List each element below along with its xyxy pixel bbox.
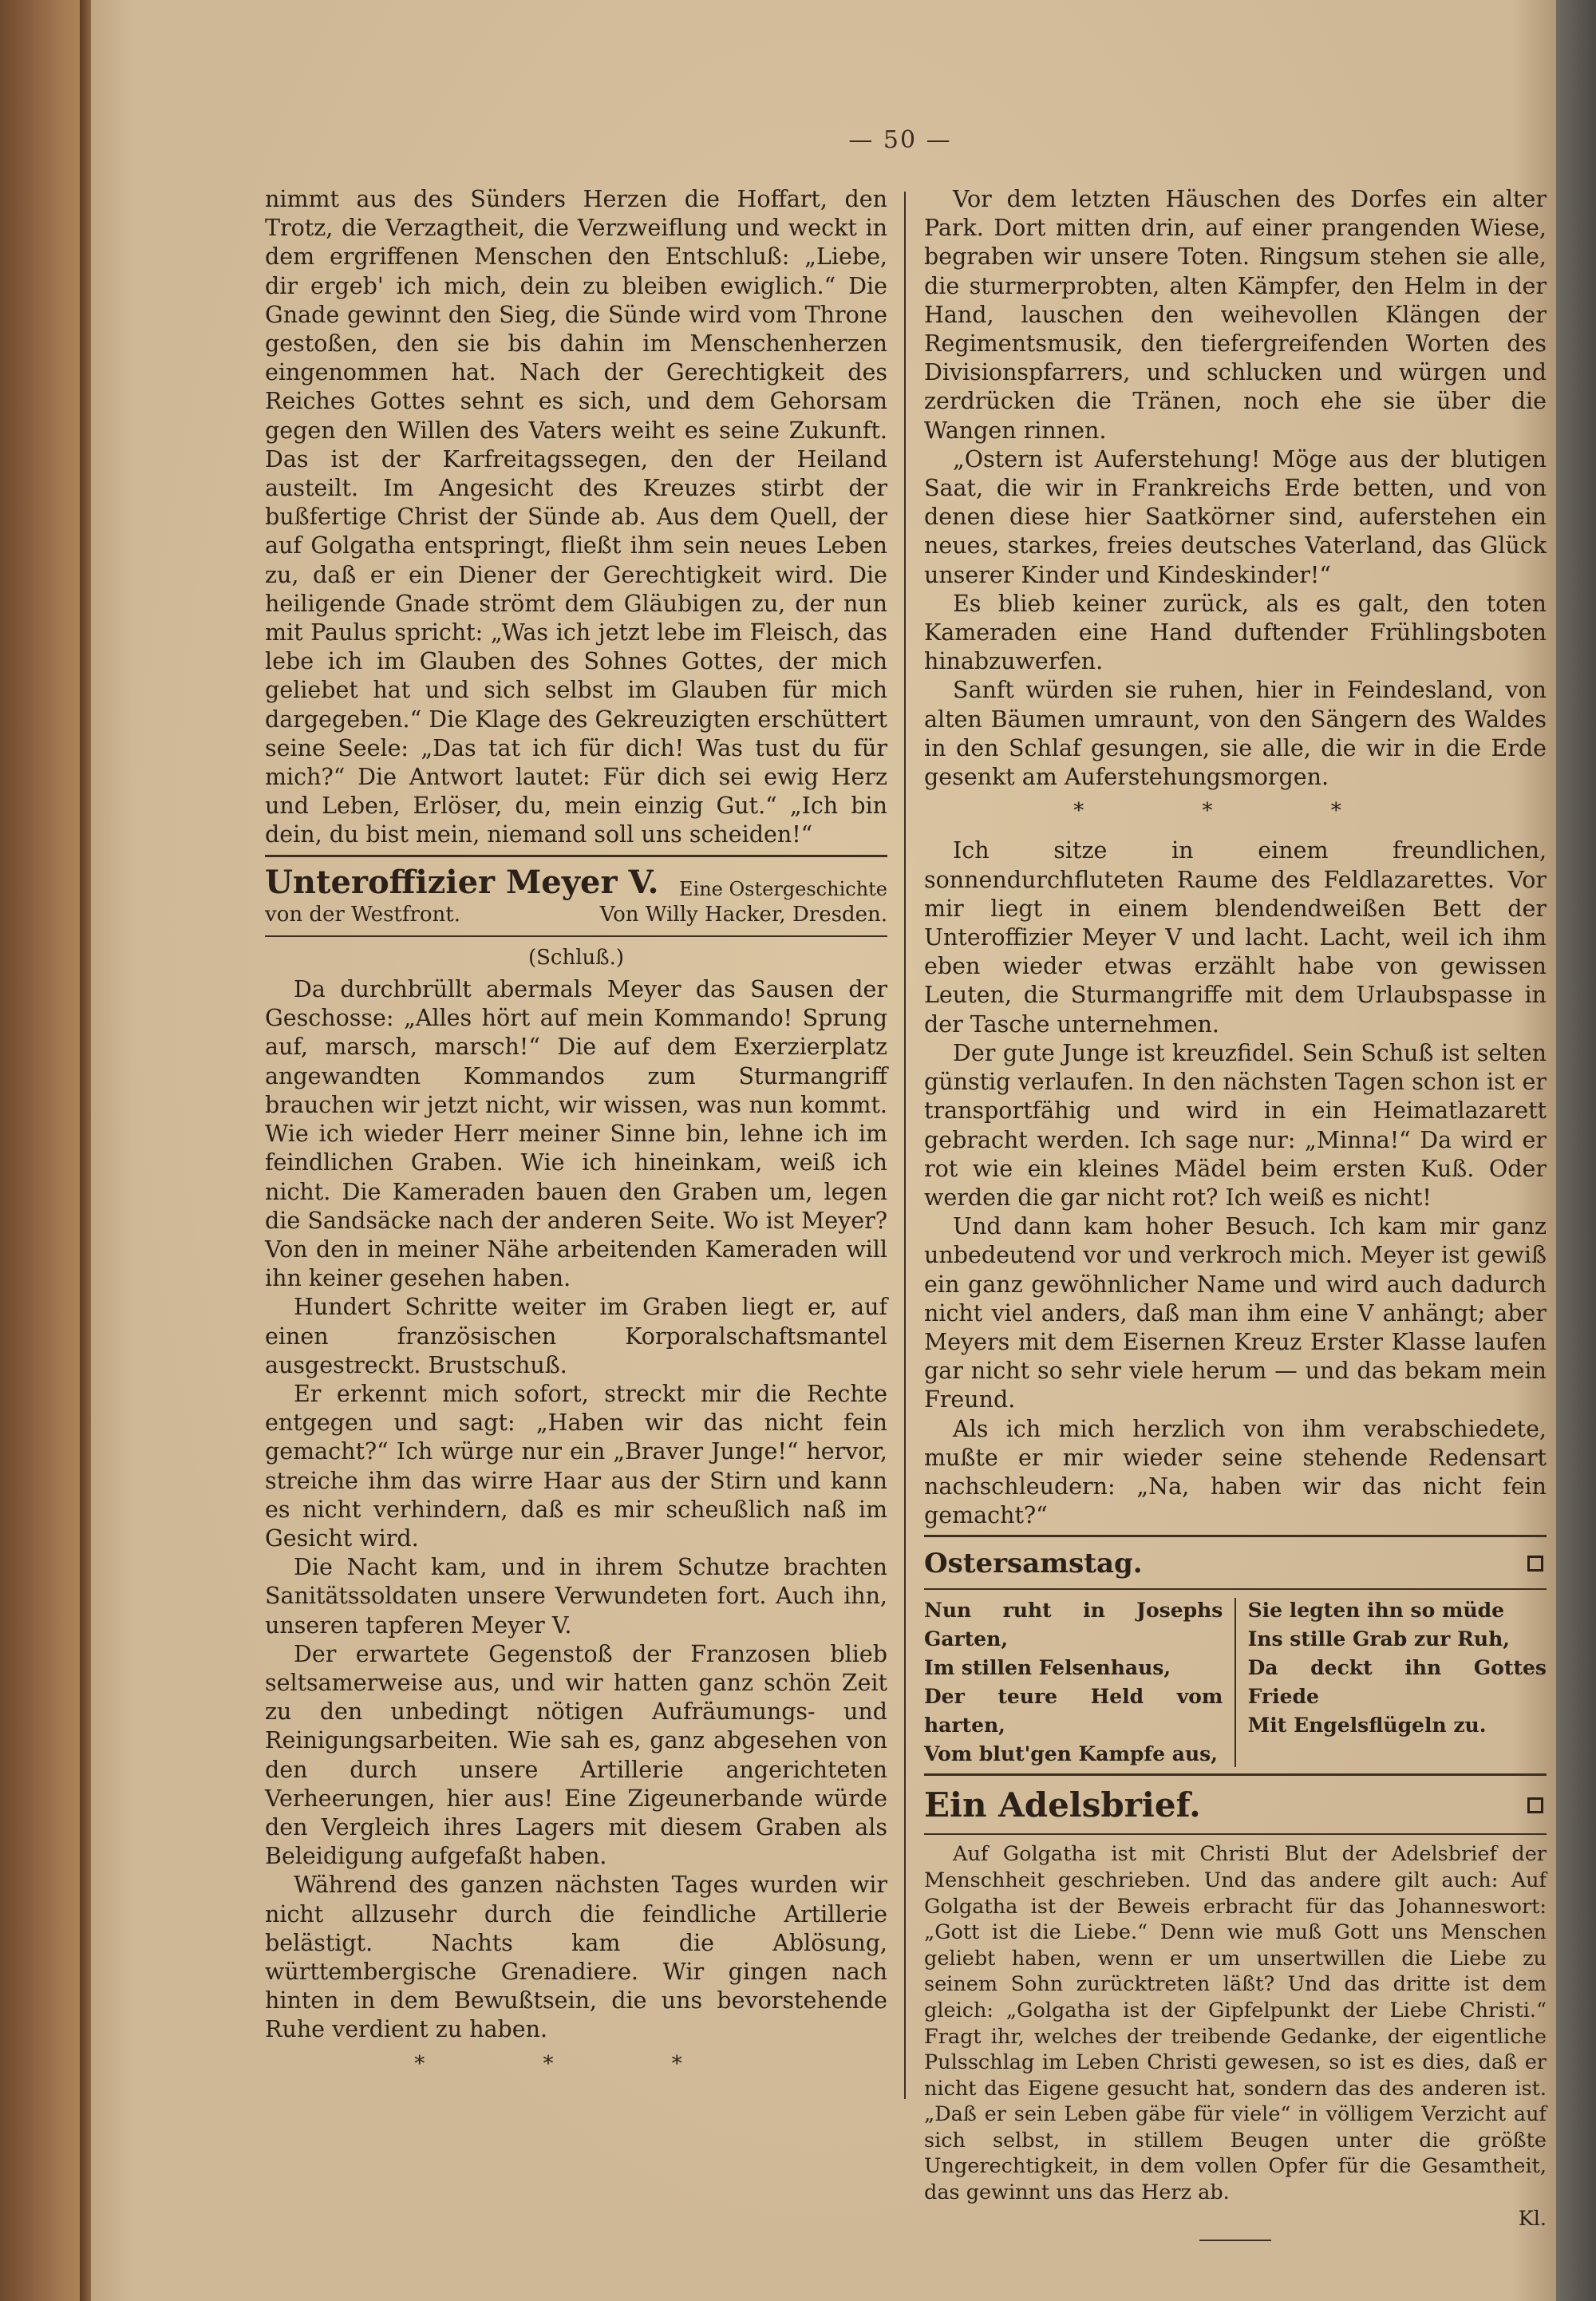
poem-line: Sie legten ihn so müde xyxy=(1247,1599,1505,1623)
essay-top-rule xyxy=(924,1773,1547,1776)
story-paragraph: Der gute Junge ist kreuzfidel. Sein Schuß ist selten günstig verlaufen. In den nächsten Tagen schon ist er transportfähig und wird in ein Heimatlazarett gebracht werden. Ich sage nur: „Minna!“ Da wird er rot wie ein kleines Mädel beim ersten Kuß. Oder werden die gar nicht rot? Ich weiß es nicht! xyxy=(924,1039,1547,1211)
poem-title: Ostersamstag. xyxy=(924,1548,1143,1580)
poem-header xyxy=(924,1545,1547,1582)
poem xyxy=(924,1596,1547,1769)
spine-shadow xyxy=(80,0,91,2301)
story-paragraph: Als ich mich herzlich von ihm verabschiedete, mußte er mir wieder seine stehende Redensart nachschleudern: „Na, haben wir das nicht fein gemacht?“ xyxy=(924,1415,1547,1529)
poem-divider xyxy=(1235,1598,1236,1767)
story-paragraph: Hundert Schritte weiter im Graben liegt er, auf einen französischen Korporalschaftsmantel ausgestreckt. Brustschuß. xyxy=(265,1294,887,1378)
poem-right-stanza xyxy=(1248,1596,1547,1769)
story-paragraph: Während des ganzen nächsten Tages wurden wir nicht allzusehr durch die feindliche Artillerie belästigt. Nachts kam die Ablösung, württembergische Grenadiere. Wir gingen nach hinten in dem Bewußtsein, die uns bevorstehende Ruhe verdient zu haben. xyxy=(265,1872,887,2043)
essay-signoff: Kl. xyxy=(1518,2206,1547,2231)
story-paragraph: Es blieb keiner zurück, als es galt, den toten Kameraden eine Hand duftender Frühlingsboten hinabzuwerfen. xyxy=(924,590,1547,675)
square-ornament-icon xyxy=(1527,1556,1543,1572)
essay-text: Auf Golgatha ist mit Christi Blut der Adelsbrief der Menschheit geschrieben. Und das andere gilt auch: Auf Golgatha ist der Beweis erbracht für das Johanneswort: „Gott ist die Liebe.“ Denn wie muß Gott uns Menschen geliebt haben, wenn er um unsertwillen die Liebe zu seinem Sohn zurücktreten läßt? Und das dritte ist dem gleich: „Golgatha ist der Gipfelpunkt der Liebe Christi.“ Fragt ihr, welches der treibende Gedanke, der eigentliche Pulsschlag im Leben Christi gewesen, so ist es dies, daß er nicht das Eigene gesucht hat, sondern das des anderen ist. „Daß er sein Leben gäbe für viele“ in völligem Verzicht auf sich selbst, in stillem Beugen unter die größte Ungerechtigkeit, in dem vollen Opfer für die Gesamtheit, das gewinnt uns das Herz ab. xyxy=(924,1842,1547,2205)
story-subtitle-2: von der Westfront. xyxy=(265,902,461,927)
poem-line: Ins stille Grab zur Ruh, xyxy=(1247,1627,1510,1651)
left-column xyxy=(265,185,887,2089)
book-spine xyxy=(0,0,89,2301)
essay-header xyxy=(924,1784,1547,1827)
end-rule xyxy=(1199,2240,1271,2241)
poem-title-rule xyxy=(924,1588,1547,1590)
story-header-rule xyxy=(265,935,887,937)
poem-line: Der teure Held vom harten, xyxy=(924,1685,1223,1738)
poem-left-stanza xyxy=(924,1596,1223,1769)
poem-line: Im stillen Felsenhaus, xyxy=(924,1656,1171,1680)
continuation-note: (Schluß.) xyxy=(527,945,625,970)
story-top-rule xyxy=(265,855,887,857)
story-byline xyxy=(265,900,887,929)
essay-title: Ein Adelsbrief. xyxy=(924,1785,1201,1825)
story-paragraph: Der erwartete Gegenstoß der Franzosen blieb seltsamerweise aus, und wir hatten ganz schön Zeit zu den unbedingt nötigen Aufräumungs- und Reinigungsarbeiten. Wie sah es, ganz abgesehen von den durch unsere Artillerie angerichteten Verheerungen, hier aus! Eine Zigeunerbande würde den Vergleich ihres Lagers mit diesem Graben als Beleidigung aufgefaßt haben. xyxy=(265,1640,887,1870)
poem-line: Nun ruht in Josephs Garten, xyxy=(924,1599,1223,1651)
page-stack-edge xyxy=(1556,0,1596,2301)
page-number: — 50 — xyxy=(848,126,952,154)
story-paragraph: „Ostern ist Auferstehung! Möge aus der blutigen Saat, die wir in Frankreichs Erde betten, und von denen diese hier Saatkörner sind, auferstehen ein neues, starkes, freies deutsches Vaterland, das Glück unserer Kinder und Kindeskinder!“ xyxy=(924,445,1547,588)
essay-title-rule xyxy=(924,1833,1547,1835)
story-paragraph: Die Nacht kam, und in ihrem Schutze brachten Sanitätssoldaten unsere Verwundeten fort. Auch ihn, unseren tapferen Meyer V. xyxy=(265,1554,887,1639)
story-paragraph: Da durchbrüllt abermals Meyer das Sausen der Geschosse: „Alles hört auf mein Kommando! Sprung auf, marsch, marsch!“ Die auf dem Exerzierplatz angewandten Kommandos zum Sturmangriff brauchen wir jetzt nicht, wir wissen, was nun kommt. Wie ich wieder Herr meiner Sinne bin, lehne ich im feindlichen Graben. Wie ich hineinkam, weiß ich nicht. Die Kameraden bauen den Graben um, legen die Sandsäcke nach der anderen Seite. Wo ist Meyer? Von den in meiner Nähe arbeitenden Kameraden will ihn keiner gesehen haben. xyxy=(265,976,887,1292)
square-ornament-icon xyxy=(1527,1797,1543,1813)
story-author: Von Willy Hacker, Dresden. xyxy=(599,902,887,927)
right-column xyxy=(924,185,1547,2241)
poem-top-rule xyxy=(924,1535,1547,1537)
story-paragraph: Vor dem letzten Häuschen des Dorfes ein alter Park. Dort mitten drin, auf einer prangenden Wiese, begraben wir unsere Toten. Ringsum stehen sie alle, die sturmerprobten, alten Kämpfer, den Helm in der Hand, lauschen den weihevollen Klängen der Regimentsmusik, den tiefergreifenden Worten des Divisionspfarrers, und schlucken und würgen und zerdrücken die Tränen, noch ehe sie über die Wangen rinnen. xyxy=(924,186,1547,444)
section-break-stars: * * * xyxy=(414,2051,738,2076)
poem-line: Mit Engelsflügeln zu. xyxy=(1247,1714,1487,1738)
story-subtitle: Eine Ostergeschichte xyxy=(679,877,887,900)
story-paragraph: Und dann kam hoher Besuch. Ich kam mir ganz unbedeutend vor und verkroch mich. Meyer ist gewiß ein ganz gewöhnlicher Name und wird auch dadurch nicht viel anders, daß man ihm eine V anhängt; aber Meyers mit dem Eisernen Kreuz Erster Klasse laufen gar nicht so sehr viele herum — und das bekam mein Freund. xyxy=(924,1213,1547,1413)
story-paragraph: Er erkennt mich sofort, streckt mir die Rechte entgegen und sagt: „Haben wir das nicht fein gemacht?“ Ich würge nur ein „Braver Junge!“ hervor, streiche ihm das wirre Haar aus der Stirn und kann es nicht verhindern, daß es mir scheußlich naß im Gesicht wird. xyxy=(265,1380,887,1552)
section-break-stars: * * * xyxy=(1073,799,1397,824)
story-header xyxy=(265,865,887,900)
poem-line: Vom blut'gen Kampfe aus, xyxy=(924,1742,1218,1766)
intro-paragraph: nimmt aus des Sünders Herzen die Hoffart, den Trotz, die Verzagtheit, die Verzweiflung und weckt in dem ergriffenen Menschen den Entschluß: „Liebe, dir ergeb' ich mich, dein zu bleiben ewiglich.“ Die Gnade gewinnt den Sieg, die Sünde wird vom Throne gestoßen, den sie bis dahin im Menschenherzen eingenommen hat. Nach der Gerechtigkeit des Reiches Gottes sehnt es sich, und dem Gehorsam gegen den Willen des Vaters weiht es seine Zukunft. Das ist der Karfreitagssegen, den der Heiland austeilt. Im Angesicht des Kreuzes stirbt der bußfertige Christ der Sünde ab. Aus dem Quell, der auf Golgatha entspringt, fließt ihm sein neues Leben zu, daß er ein Diener der Gerechtigkeit wird. Die heiligende Gnade strömt dem Gläubigen zu, der nun mit Paulus spricht: „Was ich jetzt lebe im Fleisch, das lebe ich im Glauben des Sohnes Gottes, der mich geliebet hat und sich selbst im Glauben für mich dargegeben.“ Die Klage des Gekreuzigten erschüttert seine Seele: „Das tat ich für dich! Was tust du für mich?“ Die Antwort lautet: Für dich sei ewig Herz und Leben, Erlöser, du, mein einzig Gut.“ „Ich bin dein, du bist mein, niemand soll uns scheiden!“ xyxy=(265,186,887,848)
story-paragraph: Sanft würden sie ruhen, hier in Feindesland, von alten Bäumen umraunt, von den Sängern des Waldes in den Schlaf gesungen, sie alle, die wir in die Erde gesenkt am Auferstehungsmorgen. xyxy=(924,677,1547,791)
column-divider xyxy=(904,192,906,2099)
story-title: Unteroffizier Meyer V. xyxy=(265,863,659,901)
story-paragraph: Ich sitze in einem freundlichen, sonnendurchfluteten Raume des Feldlazarettes. Vor mir liegt in einem blendendweißen Bett der Unteroffizier Meyer V und lacht. Lacht, weil ich ihm eben wieder etwas erzählt habe von gewissen Leuten, die Sturmangriffe mit dem Urlaubspasse in der Tasche unternehmen. xyxy=(924,837,1547,1038)
poem-line: Da deckt ihn Gottes Friede xyxy=(1247,1656,1547,1709)
